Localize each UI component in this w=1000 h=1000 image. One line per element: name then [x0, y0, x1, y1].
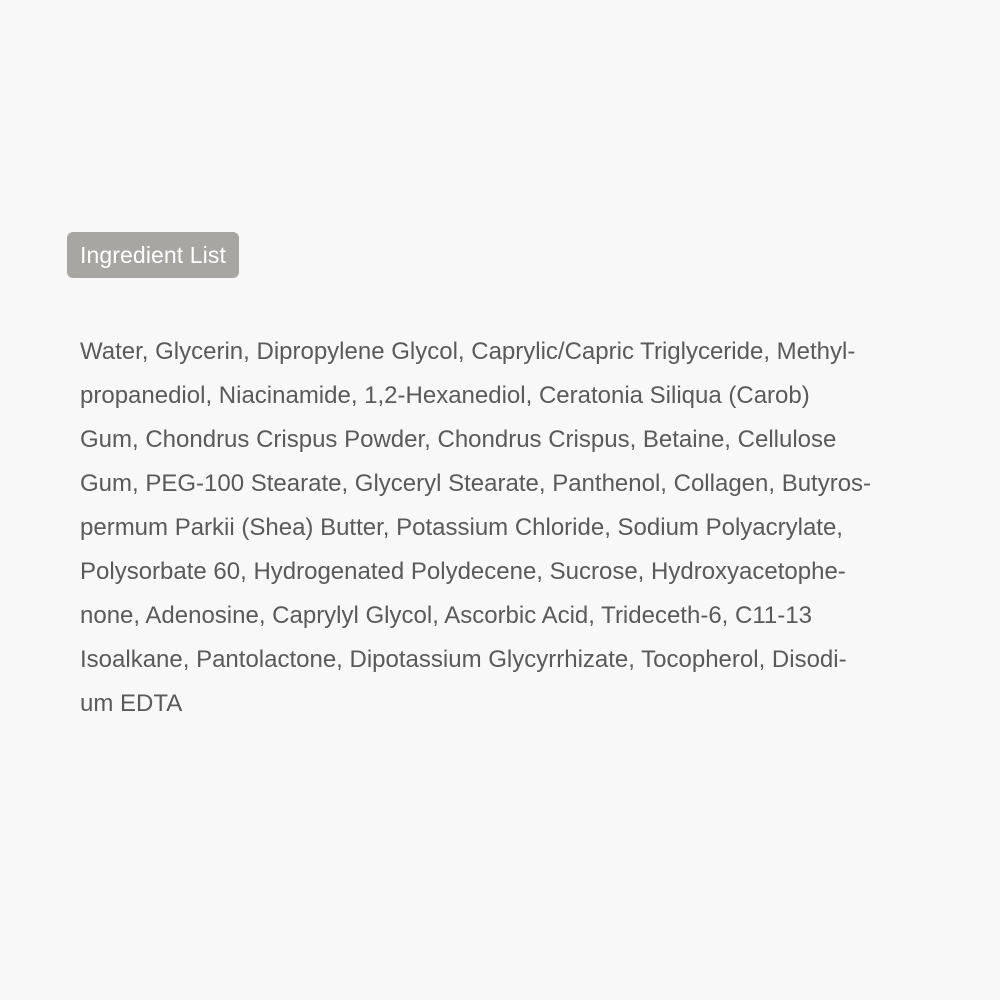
- ingredient-line: none, Adenosine, Caprylyl Glycol, Ascorbic Acid, Trideceth-6, C11-13: [80, 602, 812, 629]
- ingredient-line: propanediol, Niacinamide, 1,2-Hexanediol, Ceratonia Siliqua (Carob): [80, 382, 810, 409]
- section-label-badge: [67, 232, 239, 278]
- ingredient-line: Gum, PEG-100 Stearate, Glyceryl Stearate, Panthenol, Collagen, Butyros-: [80, 470, 872, 497]
- ingredient-line: um EDTA: [80, 690, 183, 717]
- ingredient-line: Isoalkane, Pantolactone, Dipotassium Glycyrrhizate, Tocopherol, Disodi-: [80, 646, 847, 673]
- ingredient-line: permum Parkii (Shea) Butter, Potassium Chloride, Sodium Polyacrylate,: [80, 514, 843, 541]
- ingredient-line: Gum, Chondrus Crispus Powder, Chondrus Crispus, Betaine, Cellulose: [80, 426, 837, 453]
- ingredient-line: Water, Glycerin, Dipropylene Glycol, Caprylic/Capric Triglyceride, Methyl-: [80, 338, 856, 365]
- ingredient-list: [80, 330, 920, 726]
- ingredient-line: Polysorbate 60, Hydrogenated Polydecene, Sucrose, Hydroxyacetophe-: [80, 558, 846, 585]
- section-label: Ingredient List: [80, 241, 226, 268]
